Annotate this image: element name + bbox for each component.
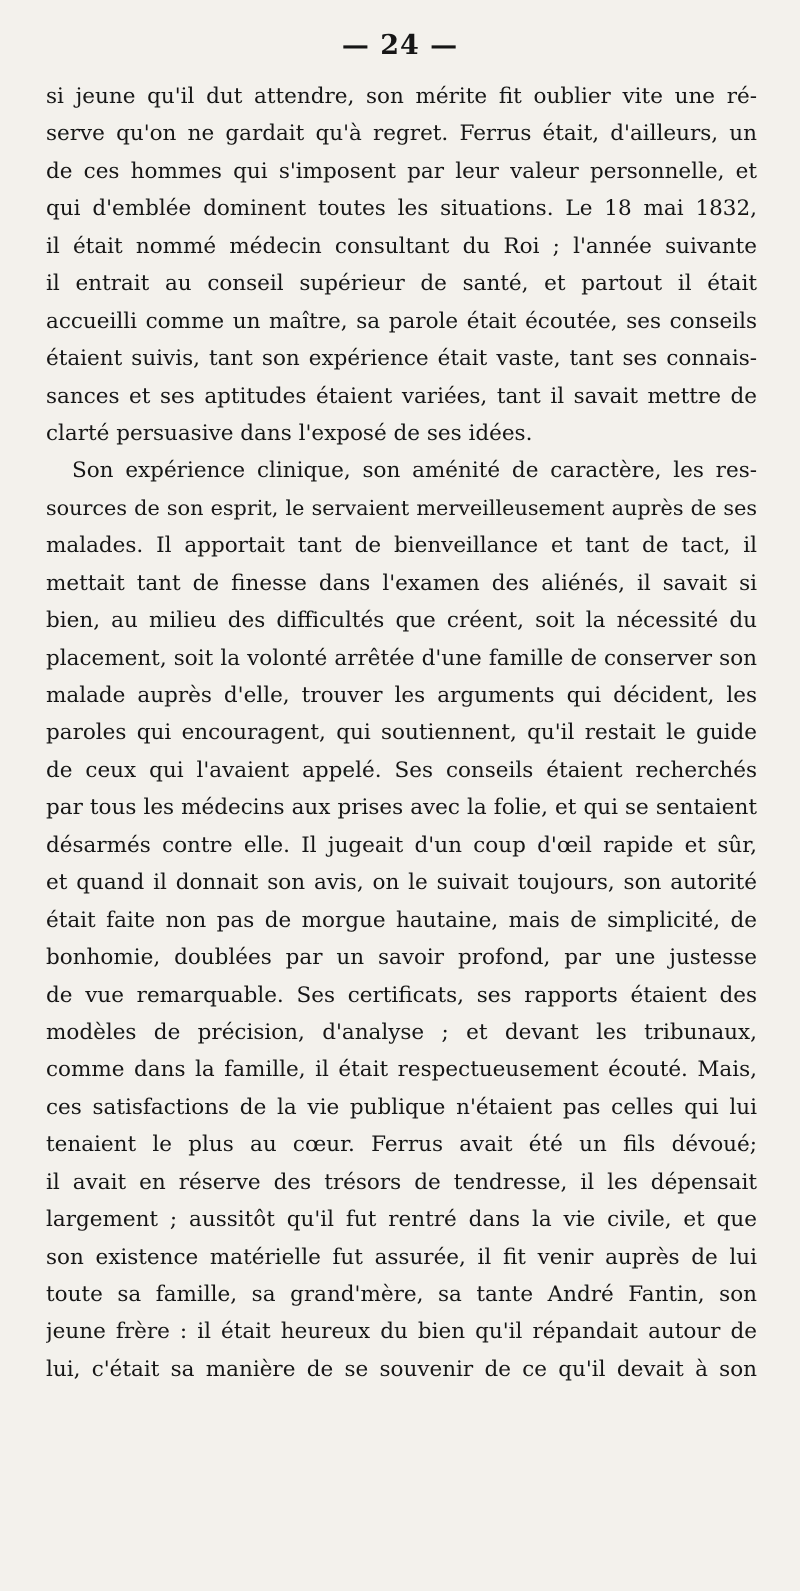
body-text <box>46 78 757 1388</box>
text-line: ces satisfactions de la vie publique n'étaient pas celles qui lui <box>46 1094 757 1120</box>
text-line: sances et ses aptitudes étaient variées, tant il savait mettre de <box>46 383 757 409</box>
text-line: de ceux qui l'avaient appelé. Ses conseils étaient recherchés <box>46 757 757 783</box>
text-line: il avait en réserve des trésors de tendresse, il les dépensait <box>46 1169 757 1195</box>
text-line: malade auprès d'elle, trouver les arguments qui décident, les <box>46 683 757 708</box>
text-line: de vue remarquable. Ses certificats, ses rapports étaient des <box>46 982 757 1008</box>
text-line: de ces hommes qui s'imposent par leur valeur personnelle, et <box>46 158 757 184</box>
text-line: étaient suivis, tant son expérience était vaste, tant ses connais- <box>46 346 757 372</box>
text-line: il était nommé médecin consultant du Roi ; l'année suivante <box>46 233 757 259</box>
text-line: comme dans la famille, il était respectueusement écouté. Mais, <box>46 1057 757 1083</box>
text-line: tenaient le plus au cœur. Ferrus avait été un fils dévoué; <box>46 1132 757 1158</box>
text-line: si jeune qu'il dut attendre, son mérite fit oublier vite une ré- <box>46 84 757 109</box>
text-line: sources de son esprit, le servaient merveilleusement auprès de ses <box>46 495 757 520</box>
text-line: placement, soit la volonté arrêtée d'une famille de conserver son <box>46 645 757 671</box>
text-line: qui d'emblée dominent toutes les situations. Le 18 mai 1832, <box>46 196 757 222</box>
text-line: jeune frère : il était heureux du bien qu'il répandait autour de <box>46 1319 757 1345</box>
text-line: Son expérience clinique, son aménité de caractère, les res- <box>72 458 757 484</box>
text-line: par tous les médecins aux prises avec la folie, et qui se sentaient <box>46 795 757 821</box>
text-line: mettait tant de finesse dans l'examen des aliénés, il savait si <box>46 570 757 596</box>
text-line: était faite non pas de morgue hautaine, mais de simplicité, de <box>46 907 757 933</box>
text-line: toute sa famille, sa grand'mère, sa tante André Fantin, son <box>46 1282 757 1307</box>
text-line: son existence matérielle fut assurée, il fit venir auprès de lui <box>46 1244 757 1270</box>
text-line: paroles qui encouragent, qui soutiennent, qu'il restait le guide <box>46 720 757 746</box>
text-line: désarmés contre elle. Il jugeait d'un coup d'œil rapide et sûr, <box>46 832 757 858</box>
text-line: malades. Il apportait tant de bienveillance et tant de tact, il <box>46 533 757 559</box>
text-line: accueilli comme un maître, sa parole était écoutée, ses conseils <box>46 308 757 334</box>
text-line: et quand il donnait son avis, on le suivait toujours, son autorité <box>46 870 757 896</box>
text-line: il entrait au conseil supérieur de santé, et partout il était <box>46 271 757 297</box>
page-number: — 24 — <box>341 30 459 61</box>
text-line: bonhomie, doublées par un savoir profond, par une justesse <box>46 945 757 971</box>
text-line: lui, c'était sa manière de se souvenir de ce qu'il devait à son <box>46 1356 757 1382</box>
text-line: modèles de précision, d'analyse ; et devant les tribunaux, <box>46 1019 757 1045</box>
text-line: bien, au milieu des difficultés que créent, soit la nécessité du <box>46 608 757 634</box>
text-line: serve qu'on ne gardait qu'à regret. Ferrus était, d'ailleurs, un <box>46 121 757 147</box>
text-line: largement ; aussitôt qu'il fut rentré dans la vie civile, et que <box>46 1207 757 1233</box>
text-line: clarté persuasive dans l'exposé de ses idées. <box>46 420 533 446</box>
